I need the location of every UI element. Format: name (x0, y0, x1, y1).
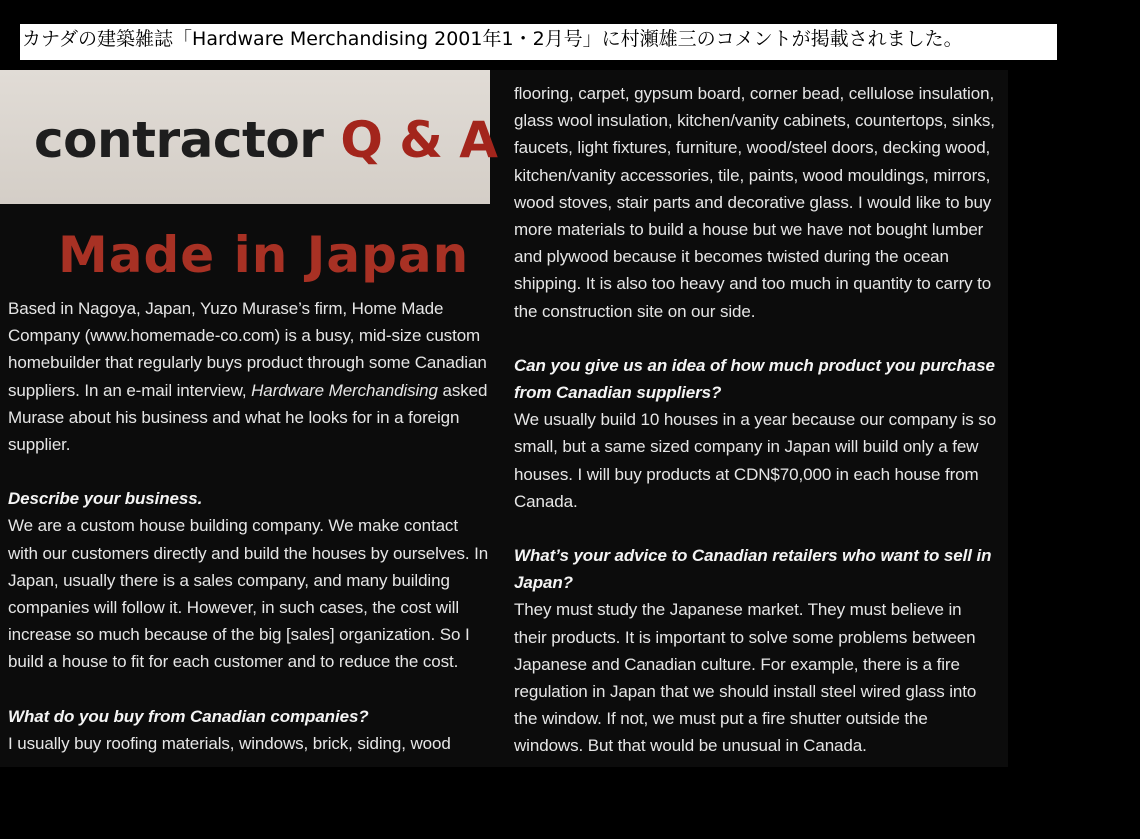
answer-2-continued: flooring, carpet, gypsum board, corner bead, cellulose insulation, glass wool insulation, kitchen/vanity cabinets, countertops, sinks, faucets, light fixtures, furniture, wood/steel doors, decking wood, kitchen/vanity accessories, tile, paints, wood mouldings, mirrors, wood stoves, stair parts and decorative glass. I would like to buy more materials to build a house but we have not bought lumber and plywood because it becomes twisted during the ocean shipping. It is also too heavy and too much in quantity to carry to the construction site on our side. (514, 84, 995, 321)
intro-text-2: asked Murase about his business and what he looks for in a foreign supplier. (8, 380, 488, 455)
article-column-left (8, 295, 490, 757)
intro-text-1: Based in Nagoya, Japan, Yuzo Murase’s firm, Home Made Company (www.homemade-co.com) is a busy, mid-size custom homebuilder that regularly buys product through some Canadian suppliers. In an e-mail interview, (8, 299, 487, 400)
section-banner (0, 70, 498, 204)
article-intro (8, 295, 490, 458)
caption-text: カナダの建築雑誌「Hardware Merchandising 2001年1・2月号」に村瀬雄三のコメントが掲載されました。 (22, 28, 963, 50)
answer-4: They must study the Japanese market. They must believe in their products. It is important to solve some problems between Japanese and Canadian culture. For example, there is a fire regulation in Japan that we should install steel wired glass into the window. If not, we must put a fire shutter outside the windows. But that would be unusual in Canada. (514, 600, 977, 756)
spacer (514, 325, 998, 352)
spacer (8, 676, 490, 703)
section-title-word: contractor (34, 111, 324, 169)
question-3: Can you give us an idea of how much product you purchase from Canadian suppliers? (514, 355, 995, 403)
intro-magazine-name: Hardware Merchandising (251, 380, 438, 400)
section-title-qa: Q & A (340, 111, 498, 169)
answer-1: We are a custom house building company. We make contact with our customers directly and build the houses by ourselves. In Japan, usually there is a sales company, and many building companies will follow it. However, in such cases, the cost will increase so much because of the big [sales] organization. So I build a house to fit for each customer and to reduce the cost. (8, 516, 489, 672)
answer-2-start: I usually buy roofing materials, windows, brick, siding, wood (8, 733, 451, 753)
magazine-page (0, 70, 1008, 767)
spacer (514, 515, 998, 542)
question-2: What do you buy from Canadian companies? (8, 706, 369, 726)
caption-bar (20, 24, 1057, 60)
article-headline: Made in Japan (58, 226, 470, 284)
question-4: What’s your advice to Canadian retailers who want to sell in Japan? (514, 546, 992, 593)
question-1: Describe your business. (8, 489, 203, 509)
spacer (8, 458, 490, 485)
answer-3: We usually build 10 houses in a year because our company is so small, but a same sized company in Japan will build only a few houses. I will buy products at CDN$70,000 in each house from Canada. (514, 410, 997, 511)
section-title (34, 110, 497, 170)
article-column-right (514, 80, 998, 760)
